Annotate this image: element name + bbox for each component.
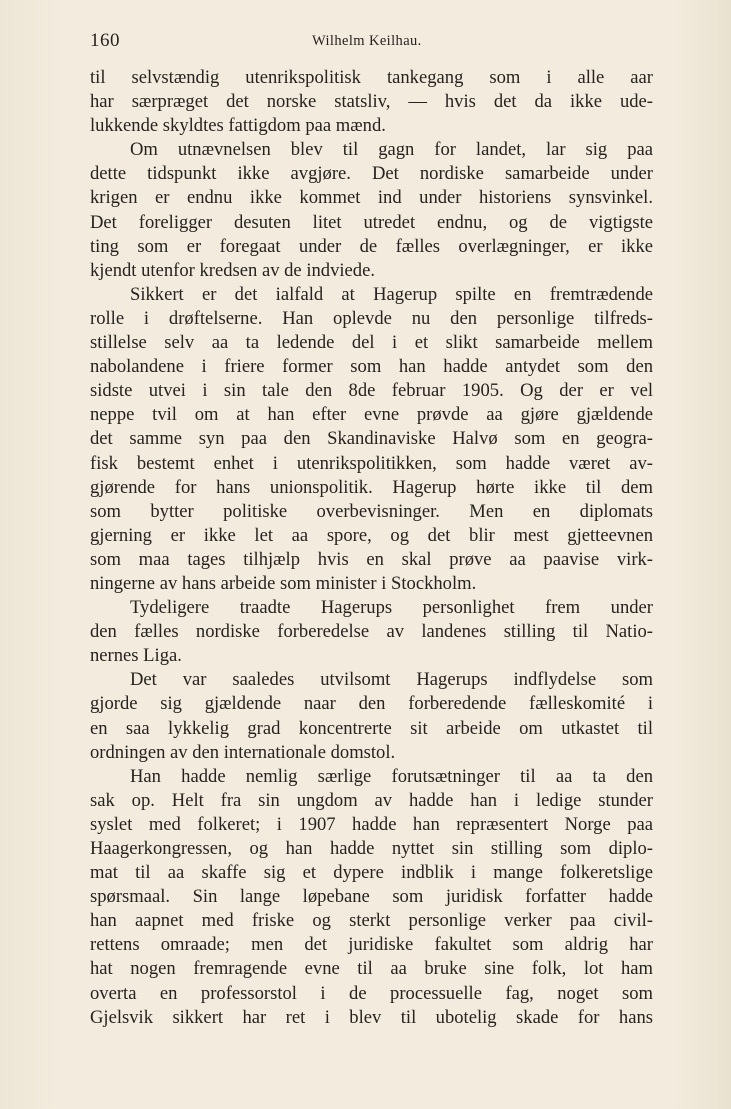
- text-line: krigen er endnu ikke kommet ind under historiens synsvinkel.: [90, 187, 653, 209]
- text-line: sak op. Helt fra sin ungdom av hadde han i ledige stunder: [90, 789, 653, 811]
- text-line: som maa tages tilhjælp hvis en skal prøve aa paavise virk-: [90, 548, 653, 570]
- text-line: rolle i drøftelserne. Han oplevde nu den personlige tilfreds-: [90, 307, 653, 329]
- text-line: nernes Liga.: [90, 645, 182, 667]
- paragraph-start-line: Tydeligere traadte Hagerups personlighet frem under: [130, 597, 653, 619]
- text-line: Haagerkongressen, og han hadde nyttet sin stilling som diplo-: [90, 838, 653, 859]
- text-line: hat nogen fremragende evne til aa bruke sine folk, lot ham: [90, 958, 653, 980]
- page-header: [90, 30, 653, 56]
- page-number: 160: [90, 30, 120, 51]
- text-line: rettens omraade; men det juridiske fakultet som aldrig har: [90, 934, 653, 956]
- text-line: det samme syn paa den Skandinaviske Halvø som en geogra-: [90, 428, 653, 450]
- text-line: spørsmaal. Sin lange løpebane som juridisk forfatter hadde: [90, 886, 653, 908]
- text-line: den fælles nordiske forberedelse av landenes stilling til Natio-: [90, 621, 653, 643]
- text-line: Det foreligger desuten litet utredet endnu, og de vigtigste: [90, 211, 653, 233]
- text-line: kjendt utenfor kredsen av de indviede.: [90, 259, 376, 281]
- paragraph-start-line: Om utnævnelsen blev til gagn for landet, lar sig paa: [130, 139, 653, 161]
- body-text: [90, 66, 653, 1030]
- paragraph-start-line: Sikkert er det ialfald at Hagerup spilte en fremtrædende: [130, 283, 653, 305]
- text-line: mat til aa skaffe sig et dypere indblik i mange folkeretslige: [90, 862, 653, 884]
- text-line: ordningen av den internationale domstol.: [90, 741, 396, 763]
- text-line: fisk bestemt enhet i utenrikspolitikken, som hadde været av-: [90, 452, 653, 474]
- text-line: stillelse selv aa ta ledende del i et slikt samarbeide mellem: [90, 332, 653, 354]
- paragraph-start-line: Han hadde nemlig særlige forutsætninger til aa ta den: [130, 765, 653, 787]
- text-line: sidste utvei i sin tale den 8de februar 1905. Og der er vel: [90, 380, 653, 402]
- running-head: Wilhelm Keilhau.: [312, 33, 422, 49]
- text-line: til selvstændig utenrikspolitisk tankegang som i alle aar: [90, 67, 653, 88]
- text-line: dette tidspunkt ikke avgjøre. Det nordiske samarbeide under: [90, 163, 653, 185]
- text-line: som bytter politiske overbevisninger. Men en diplomats: [90, 500, 653, 522]
- text-line: ting som er foregaat under de fælles overlægninger, er ikke: [90, 235, 653, 257]
- text-line: syslet med folkeret; i 1907 hadde han repræsentert Norge paa: [90, 813, 653, 835]
- text-line: gjerning er ikke let aa spore, og det blir mest gjetteevnen: [90, 524, 653, 546]
- text-line: en saa lykkelig grad koncentrerte sit arbeide om utkastet til: [90, 717, 653, 739]
- text-line: overta en professorstol i de processuelle fag, noget som: [90, 982, 653, 1004]
- text-line: har særpræget det norske statsliv, — hvis det da ikke ude-: [90, 91, 653, 113]
- text-line: han aapnet med friske og sterkt personlige verker paa civil-: [90, 910, 653, 932]
- text-line: ningerne av hans arbeide som minister i Stockholm.: [90, 572, 477, 594]
- text-line: gjorde sig gjældende naar den forberedende fælleskomité i: [90, 693, 653, 715]
- paragraph-start-line: Det var saaledes utvilsomt Hagerups indflydelse som: [130, 669, 653, 691]
- text-line: Gjelsvik sikkert har ret i blev til ubotelig skade for hans: [90, 1006, 653, 1028]
- text-line: nabolandene i friere former som han hadde antydet som den: [90, 356, 653, 378]
- text-line: gjørende for hans unionspolitik. Hagerup hørte ikke til dem: [90, 476, 653, 498]
- text-line: neppe tvil om at han efter evne prøvde aa gjøre gjældende: [90, 404, 653, 426]
- text-line: lukkende skyldtes fattigdom paa mænd.: [90, 115, 386, 137]
